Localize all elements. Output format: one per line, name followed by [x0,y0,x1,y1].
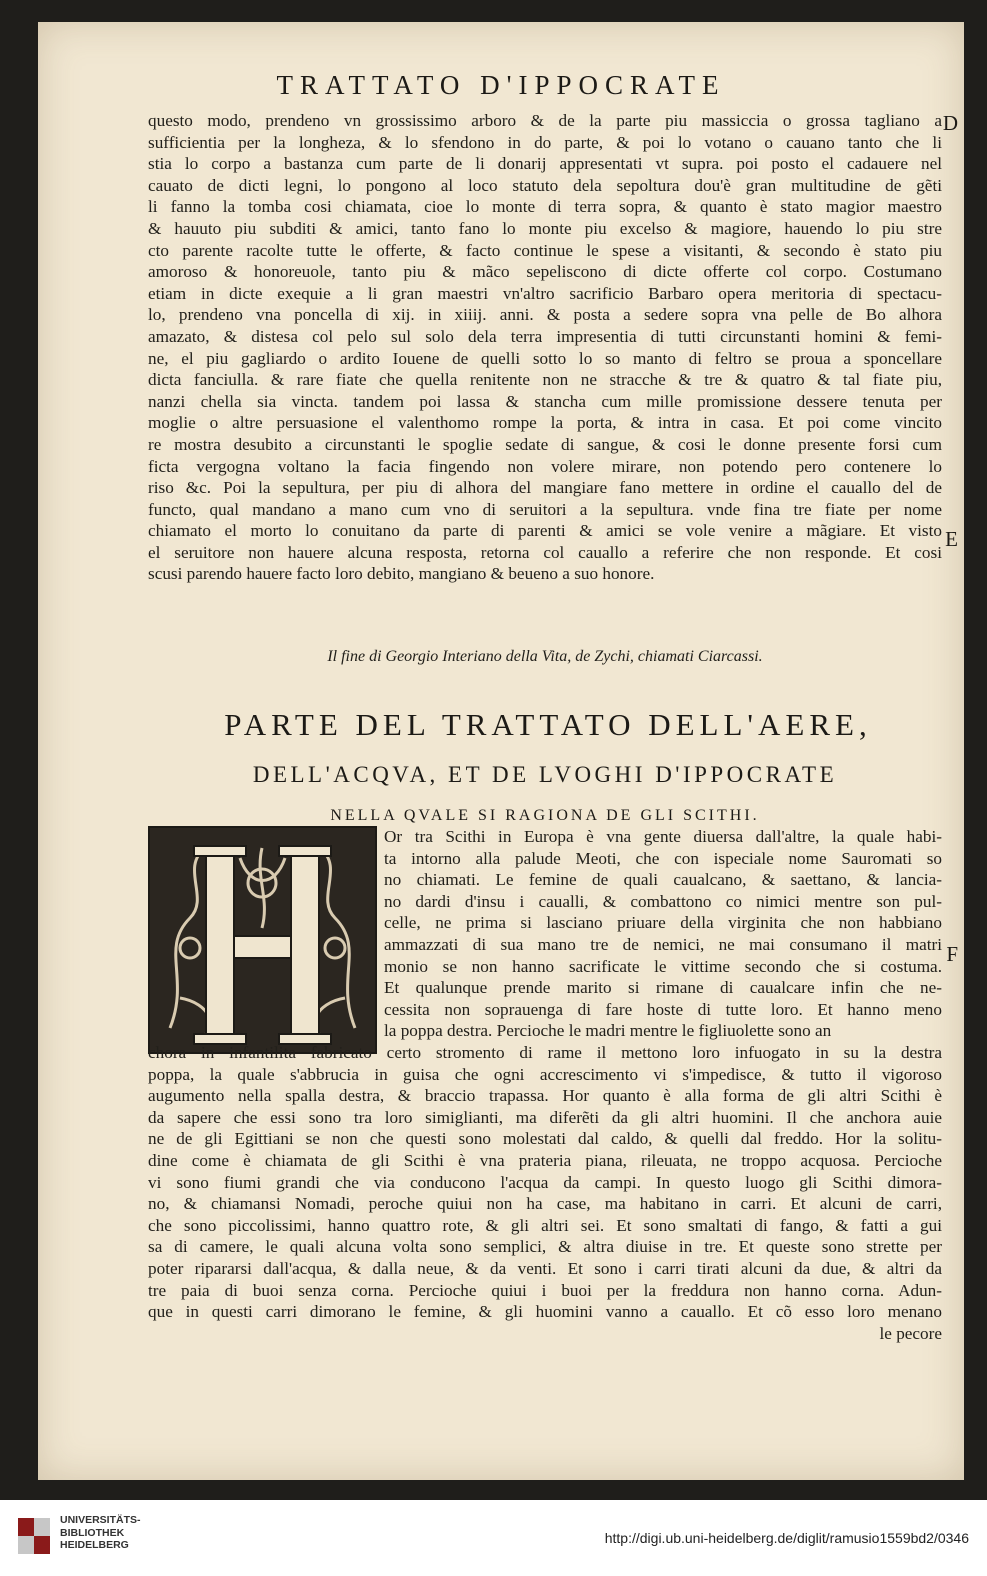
margin-mark-d: D [942,111,958,135]
margin-mark-e: E [945,527,958,551]
catchword: le pecore [879,1323,942,1343]
colophon: Il fine di Georgio Interiano della Vita, de Zychi, chiamati Ciarcassi. [327,648,763,665]
book-page [38,22,964,1480]
text-line: ne, el piu gagliardo o ardito Iouene de quelli sotto lo so manto di feltro se proua a sponcellare [148,348,942,368]
text-line: & hauuto piu subditi & amici, tanto fano lo monte piu excelso & magiore, hauendo lo piu stre [148,218,942,238]
text-line: celle, ne prima si lasciano priuare della virginita che non habbiano [384,913,942,933]
text-line: moglie o altre persuasione el valenthomo rompe la porta, & intra in casa. Et poi come vincito [148,413,942,433]
text-line: que in questi carri dimorano le femine, & gli huomini vanno a cauallo. Et cõ esso loro menano [148,1302,942,1322]
text-line: vi sono fiumi grandi che via conducono l'acqua da campi. In questo luogo gli Scithi dimora- [148,1172,942,1192]
text-line: augumento nella spalla destra, & braccio trapassa. Hor quanto è alla forma de gli altri Scithi è [148,1086,942,1106]
text-line: sufficientia per la longheza, & lo sfendono in do parte, & poi lo votano o cauano tanto che li [148,132,942,152]
text-line: lo, prendeno vna poncella di xij. in xiiij. anni. & posta a sedere sopra vna pelle de Bo alhora [148,305,942,325]
text-line: chiamato el morto lo conuitano da parte di parenti & amici se vole venire a mãgiare. Et visto [148,521,942,541]
text-line: stia lo corpo a bastanza cum parte de li donarij appresentati vt supra. poi posto el cadauere nel [148,154,942,174]
body-text-bottom [148,1042,942,1323]
text-line: li fanno la tomba cosi chiamata, cioe lo monte di terra sopra, & quanto è stato magior maestro [148,197,942,217]
library-name: UNIVERSITÄTS- BIBLIOTHEK HEIDELBERG [60,1514,141,1551]
running-title: TRATTATO D'IPPOCRATE [276,70,726,100]
text-line: poppa, la quale s'abbrucia in guisa che ogni accrescimento vi s'impedisce, & tutto il vigoroso [148,1064,942,1084]
text-line: che sono piccolissimi, hanno quattro rote, & gli altri sei. Et sono smaltati di fango, & fatti a gui [148,1215,942,1235]
university-library-logo-icon [14,1514,54,1558]
body-text-beside-initial [384,826,942,1042]
text-line: etiam in dicte exequie a li gran maestri vn'altro sacrificio Barbaro opera meritoria di spectacu- [148,283,942,303]
text-line: poter ripararsi dall'acqua, & dalla neue, & da venti. Et sono i carri tirati alcuni da due, & altri da [148,1258,942,1278]
text-line: scusi parendo hauere facto loro debito, mangiano & beueno a suo honore. [148,564,655,584]
body-text-top [148,110,942,585]
text-line: cto parente racolte tutte le offerte, & facto continue le spese a visitanti, & secondo è stato piu [148,240,942,260]
ornament-icon [150,828,375,1052]
text-line: ne de gli Egittiani se non che questi sono molestati dal caldo, & quelli dal freddo. Hor la solitu- [148,1129,942,1149]
text-line: la poppa destra. Percioche le madri mentre le figliuolette sono an [384,1021,832,1041]
section-title-line-3: NELLA QVALE SI RAGIONA DE GLI SCITHI. [330,807,760,824]
margin-mark-f: F [946,942,958,966]
text-line: sa di camere, le quali alcuna volta sono semplici, & altra diuise in tre. Et queste sono strette per [148,1237,942,1257]
text-line: functo, qual mandano a mano cum vno di seruitori a la sepultura. vnde fina tre fiate per nome [148,499,942,519]
text-line: amazato, & distesa col pelo sul solo dela terra impresentia di tutti circunstanti homini & femi- [148,326,942,346]
text-line: riso &c. Poi la sepultura, per piu di alhora del mangiare fano mettere in ordine el cauallo del de [148,478,942,498]
text-line: ficta vergogna voltano la facia fingendo non volere mirare, non potendo pero contenere lo [148,456,942,476]
text-line: el seruitore non hauere alcuna resposta, retorna col cauallo a referire che non responde. Et cosi [148,542,942,562]
text-line: no dardi d'insu i caualli, & combattono co nimici mentre son pul- [384,891,942,911]
text-line: dine come è chiamata de gli Scithi è vna prateria piana, rileuata, ne troppo acquosa. Percioche [148,1150,942,1170]
text-line: amoroso & honoreuole, tanto piu & mãco sepeliscono di dicte offerte col corpo. Costumano [148,262,942,282]
text-line: ammazzati di sua mano tre de nemici, ne mai consumano il matri [384,934,942,954]
text-line: no chiamati. Le femine de quali caualcano, & saettano, & lancia- [384,870,942,890]
text-line: monio se non hanno sacrificate le vittime secondo che si costuma. [384,956,942,976]
section-title-line-2: DELL'ACQVA, ET DE LVOGHI D'IPPOCRATE [252,762,838,787]
text-line: re mostra desubito a circunstanti le spoglie sedate di sangue, & cosi le donne presente forsi cum [148,434,942,454]
source-url[interactable]: http://digi.ub.uni-heidelberg.de/diglit/ramusio1559bd2/0346 [604,1530,969,1546]
text-line: questo modo, prendeno vn grossissimo arboro & de la parte piu massiccia o grossa tagliano a [148,111,942,130]
text-line: no, & chiamansi Nomadi, peroche quiui non ha case, ma habitano in carri. Et alcuni de carri, [148,1194,942,1214]
text-line: ta intorno alla palude Meoti, che con ispeciale nome Sauromati so [384,848,942,868]
text-line: tre paia di buoi senza corna. Percioche quiui i buoi per la freddura non hanno corna. Adun- [148,1280,942,1300]
text-line: cauato de dicti legni, lo pongono al loco statuto dela sepoltura dou'è gran multitudine de gẽti [148,175,942,195]
footer-bar [0,1500,987,1576]
text-line: Or tra Scithi in Europa è vna gente diuersa dall'altre, la quale habi- [384,827,942,846]
text-line: da sapere che essi sono tra loro simiglianti, ma diferẽti da gli altri huomini. Il che anchora auie [148,1107,942,1127]
text-line: cessita non soprauenga di fare hoste di tutte loro. Et hanno meno [384,999,942,1019]
text-line: Et qualunque prende marito si rimane di caualcare infin che ne- [384,978,942,998]
text-line: chora in infantilita fabricato certo stromento di rame il mettono loro infuogato in su la destra [148,1043,942,1062]
decorated-initial [148,826,377,1054]
section-title-line-1: PARTE DEL TRATTATO DELL'AERE, [224,707,872,742]
text-line: dicta fanciulla. & rare fiate che quella renitente non ne stracche & tre & quatro & tal fiate piu, [148,370,942,390]
text-line: nanzi chella sia vincta. tandem poi lassa & stancha cum mille promissione dessere tenuta per [148,391,942,411]
